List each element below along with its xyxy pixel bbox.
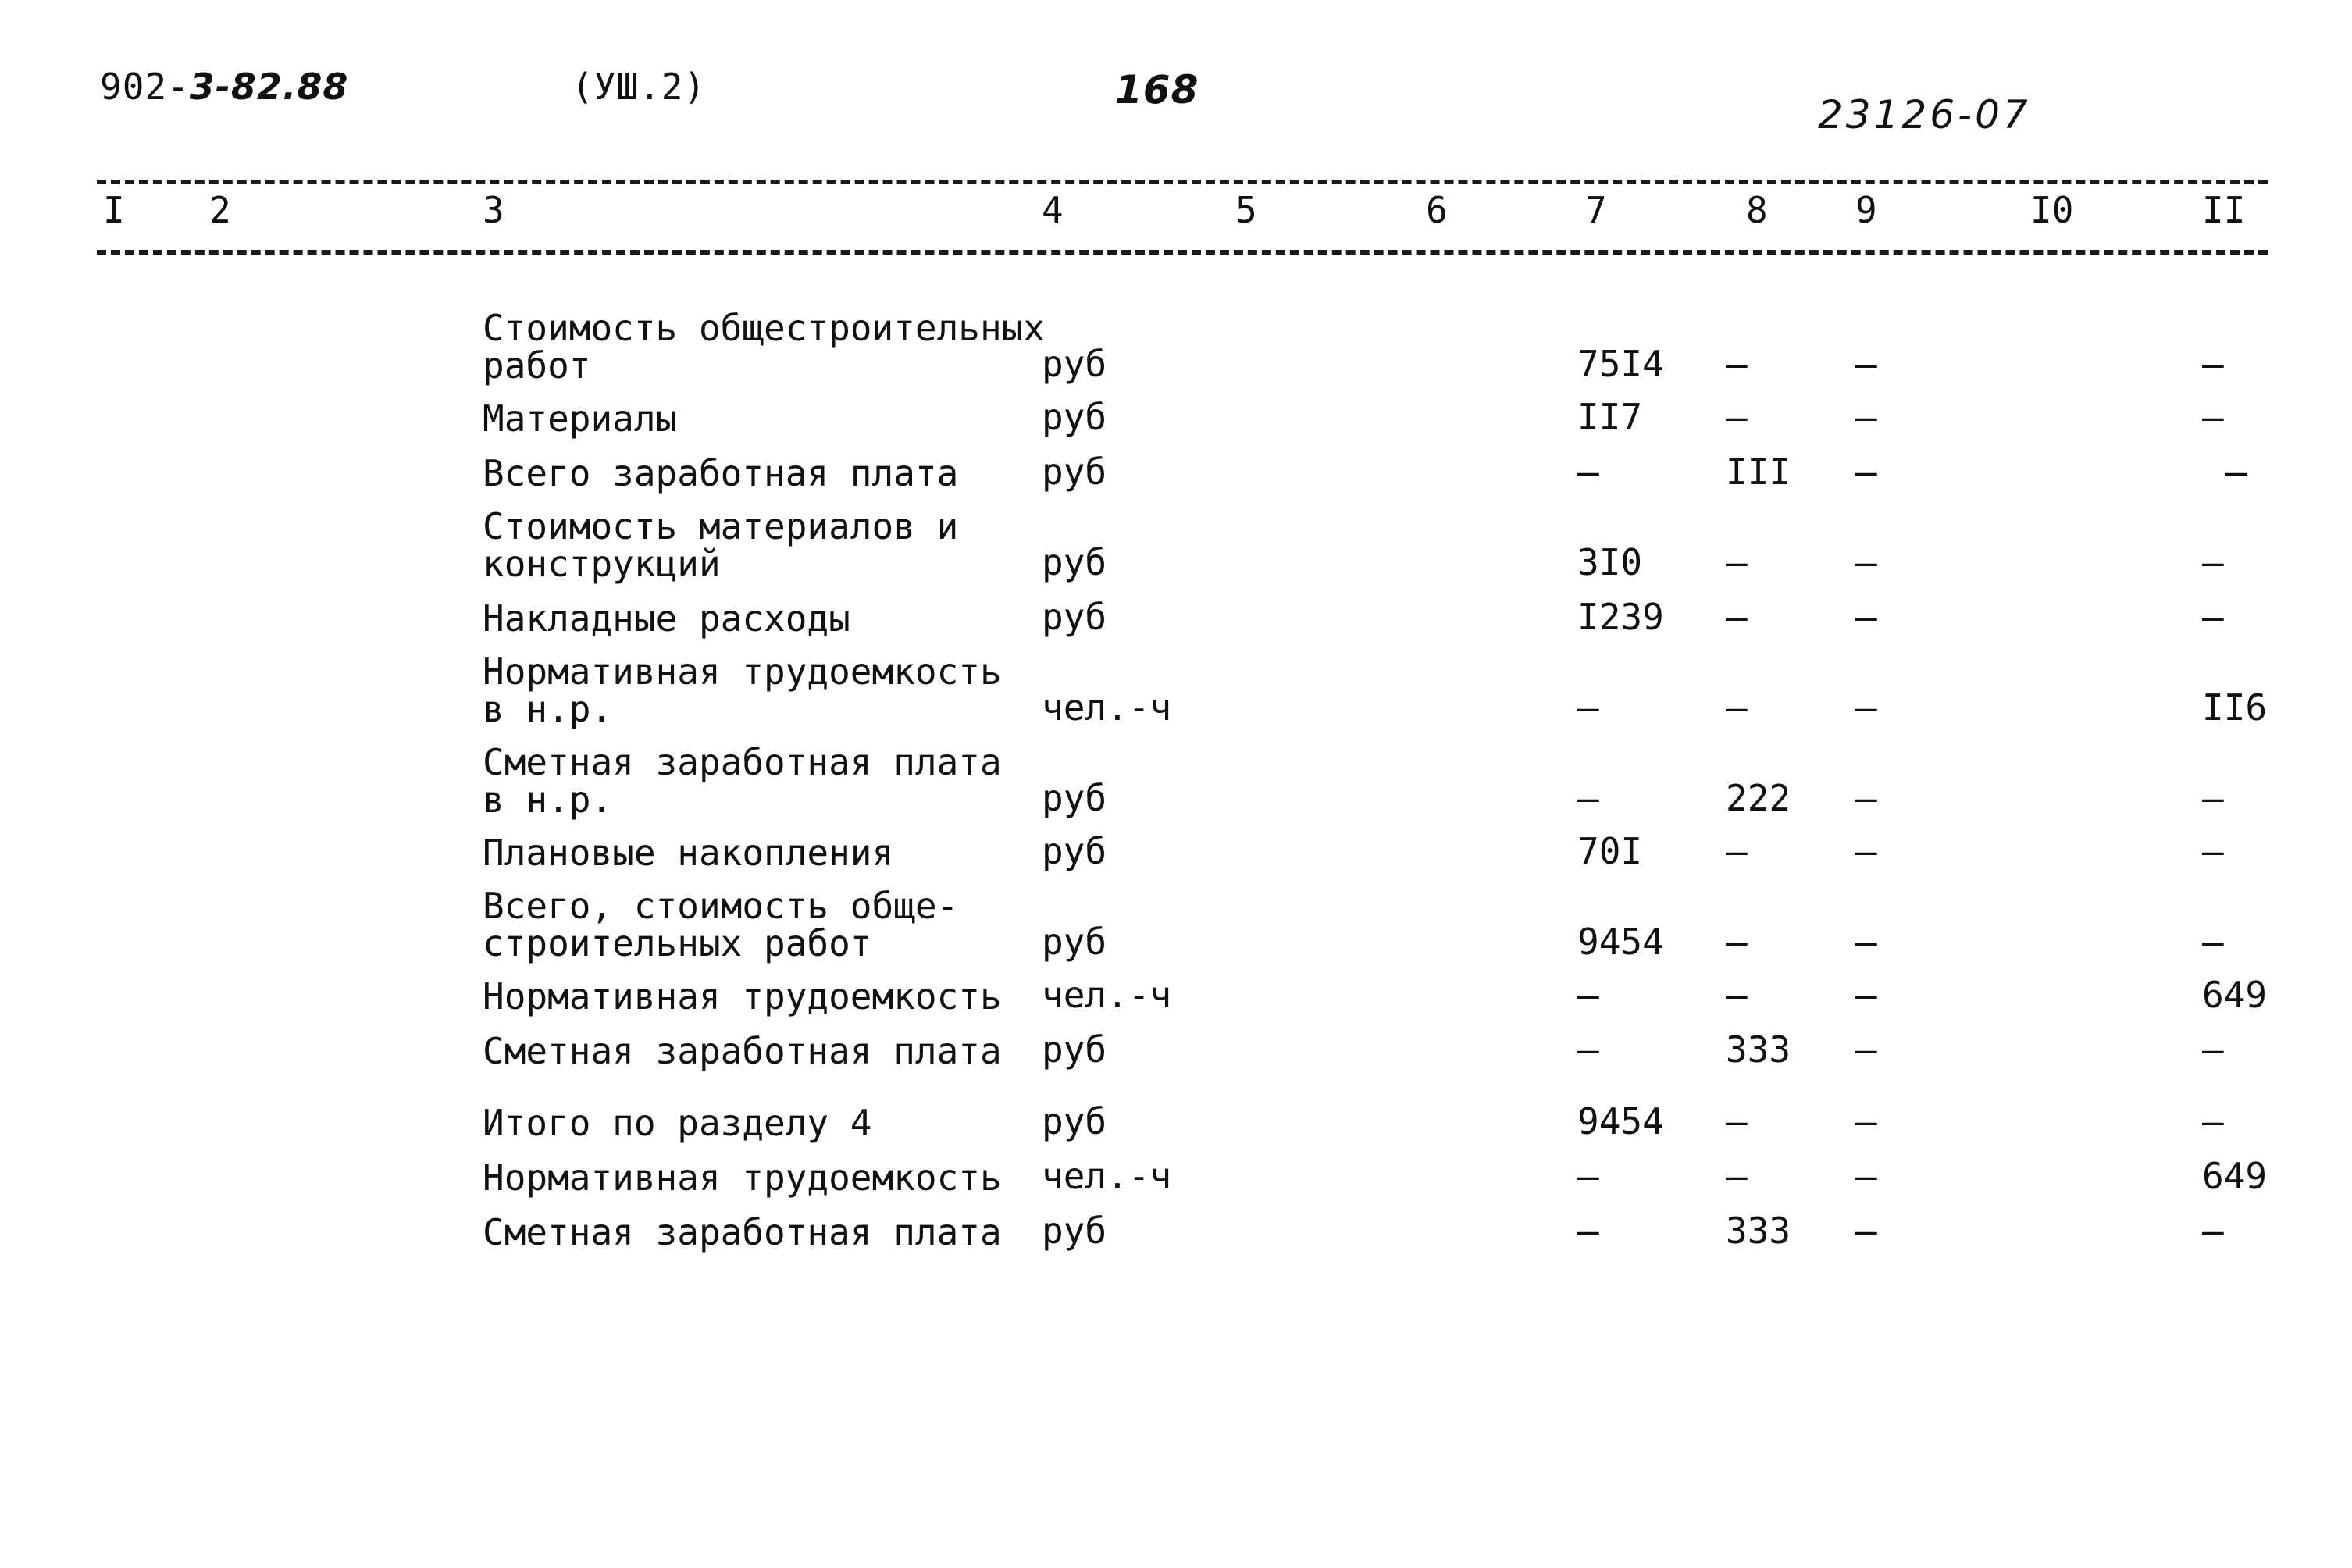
row-name: Накладные расходы <box>483 597 850 640</box>
row-unit: руб <box>1042 777 1107 819</box>
row-value-col7: – <box>1577 1028 1599 1071</box>
table-row <box>0 1095 2352 1142</box>
table-row <box>0 1204 2352 1251</box>
row-unit: руб <box>1042 1028 1107 1071</box>
row-value-col8: III <box>1726 451 1791 493</box>
row-value-col11: II6 <box>2202 686 2268 729</box>
row-value-col11: – <box>2202 1210 2224 1252</box>
row-value-col9: – <box>1855 921 1877 963</box>
volume-label: (УШ.2) <box>572 66 707 108</box>
row-value-col8: – <box>1726 1100 1748 1142</box>
row-value-col9: – <box>1855 1155 1877 1197</box>
row-value-col11: – <box>2202 777 2224 819</box>
column-number: 7 <box>1585 189 1607 231</box>
row-value-col11: – <box>2202 343 2224 385</box>
row-unit: руб <box>1042 1100 1107 1142</box>
row-value-col8: – <box>1726 921 1748 963</box>
row-value-col9: – <box>1855 777 1877 819</box>
table-row <box>0 825 2352 874</box>
column-number: 6 <box>1426 189 1448 231</box>
row-unit: руб <box>1042 343 1107 385</box>
table-row <box>0 650 2352 730</box>
row-value-col8: 333 <box>1726 1210 1791 1252</box>
row-value-col11: – <box>2202 921 2224 963</box>
table-top-rule <box>97 180 2268 184</box>
row-name: Нормативная трудоемкость <box>483 975 1002 1017</box>
row-value-col7: – <box>1577 451 1599 493</box>
row-unit: чел.-ч <box>1042 686 1172 729</box>
row-value-col9: – <box>1855 974 1877 1016</box>
document-code-number: 3-82.88 <box>189 66 349 108</box>
archive-number: 23126-07 <box>1818 92 2031 137</box>
table-header-rule <box>97 250 2268 255</box>
row-name: Сметная заработная плата <box>483 1030 1002 1072</box>
column-number: 9 <box>1855 189 1877 231</box>
row-name: Сметная заработная плата <box>483 1211 1002 1253</box>
column-number: II <box>2202 189 2246 231</box>
row-value-col9: – <box>1855 396 1877 438</box>
row-value-col7: 9454 <box>1577 1100 1664 1142</box>
table-row <box>0 590 2352 640</box>
row-value-col11: – <box>2202 396 2224 438</box>
row-unit: руб <box>1042 921 1107 963</box>
row-value-col8: – <box>1726 343 1748 385</box>
table-row <box>0 968 2352 1015</box>
row-name: Нормативная трудоемкость <box>483 1156 1002 1199</box>
row-unit: руб <box>1042 396 1107 438</box>
row-value-col7: 70I <box>1577 830 1643 872</box>
row-name: Итого по разделу 4 <box>483 1102 872 1144</box>
row-value-col8: – <box>1726 1155 1748 1197</box>
document-code <box>100 66 348 108</box>
row-value-col9: – <box>1855 1100 1877 1142</box>
row-value-col9: – <box>1855 343 1877 385</box>
row-name: Материалы <box>483 397 678 440</box>
column-number: 2 <box>209 189 231 231</box>
row-value-col7: 3I0 <box>1577 541 1643 583</box>
row-value-col7: – <box>1577 686 1599 729</box>
row-name: Плановые накопления <box>483 832 894 874</box>
row-value-col11: – <box>2202 1100 2224 1142</box>
document-code-prefix: 902- <box>100 66 190 108</box>
row-value-col8: – <box>1726 830 1748 872</box>
row-name: Сметная заработная плата в н.р. <box>483 741 1002 821</box>
row-value-col11: – <box>2202 1028 2224 1071</box>
table-row <box>0 1023 2352 1070</box>
column-number: 4 <box>1042 189 1064 231</box>
row-value-col7: II7 <box>1577 396 1643 438</box>
row-unit: руб <box>1042 830 1107 872</box>
column-number: I0 <box>2030 189 2074 231</box>
row-value-col9: – <box>1855 830 1877 872</box>
row-name: Всего заработная плата <box>483 452 959 494</box>
row-value-col8: – <box>1726 396 1748 438</box>
row-name: Стоимость материалов и конструкций <box>483 505 959 585</box>
column-number: 8 <box>1746 189 1768 231</box>
row-value-col8: – <box>1726 596 1748 638</box>
row-value-col9: – <box>1855 596 1877 638</box>
page-number: 168 <box>1115 67 1199 112</box>
row-value-col7: – <box>1577 1155 1599 1197</box>
row-value-col9: – <box>1855 451 1877 493</box>
row-value-col7: – <box>1577 777 1599 819</box>
table-row <box>0 307 2352 387</box>
column-number: 5 <box>1235 189 1257 231</box>
row-value-col7: 75I4 <box>1577 343 1664 385</box>
row-unit: руб <box>1042 1210 1107 1252</box>
row-value-col9: – <box>1855 1028 1877 1071</box>
table-row <box>0 1149 2352 1199</box>
table-row <box>0 390 2352 440</box>
row-value-col11: 649 <box>2202 974 2268 1016</box>
row-value-col9: – <box>1855 1210 1877 1252</box>
column-number: 3 <box>483 189 504 231</box>
row-value-col11: – <box>2202 830 2224 872</box>
row-value-col7: – <box>1577 974 1599 1016</box>
row-unit: руб <box>1042 451 1107 493</box>
table-row <box>0 741 2352 821</box>
row-value-col7: – <box>1577 1210 1599 1252</box>
row-unit: чел.-ч <box>1042 1155 1172 1197</box>
row-unit: чел.-ч <box>1042 974 1172 1016</box>
row-name: Стоимость общестроительных работ <box>483 307 1046 387</box>
row-value-col7: I239 <box>1577 596 1664 638</box>
row-unit: руб <box>1042 541 1107 583</box>
row-value-col11: 649 <box>2202 1155 2268 1197</box>
row-value-col11: – <box>2202 596 2224 638</box>
row-value-col8: 222 <box>1726 777 1791 819</box>
row-value-col8: – <box>1726 541 1748 583</box>
row-value-col11: – <box>2225 451 2247 493</box>
table-row <box>0 445 2352 492</box>
row-value-col7: 9454 <box>1577 921 1664 963</box>
row-value-col11: – <box>2202 541 2224 583</box>
column-number: I <box>103 189 125 231</box>
table-row <box>0 885 2352 964</box>
row-value-col9: – <box>1855 686 1877 729</box>
row-name: Всего, стоимость обще- строительных работ <box>483 885 959 964</box>
row-name: Нормативная трудоемкость в н.р. <box>483 650 1002 730</box>
row-value-col8: – <box>1726 686 1748 729</box>
row-value-col8: – <box>1726 974 1748 1016</box>
row-value-col8: 333 <box>1726 1028 1791 1071</box>
table-row <box>0 505 2352 585</box>
row-unit: руб <box>1042 596 1107 638</box>
row-value-col9: – <box>1855 541 1877 583</box>
